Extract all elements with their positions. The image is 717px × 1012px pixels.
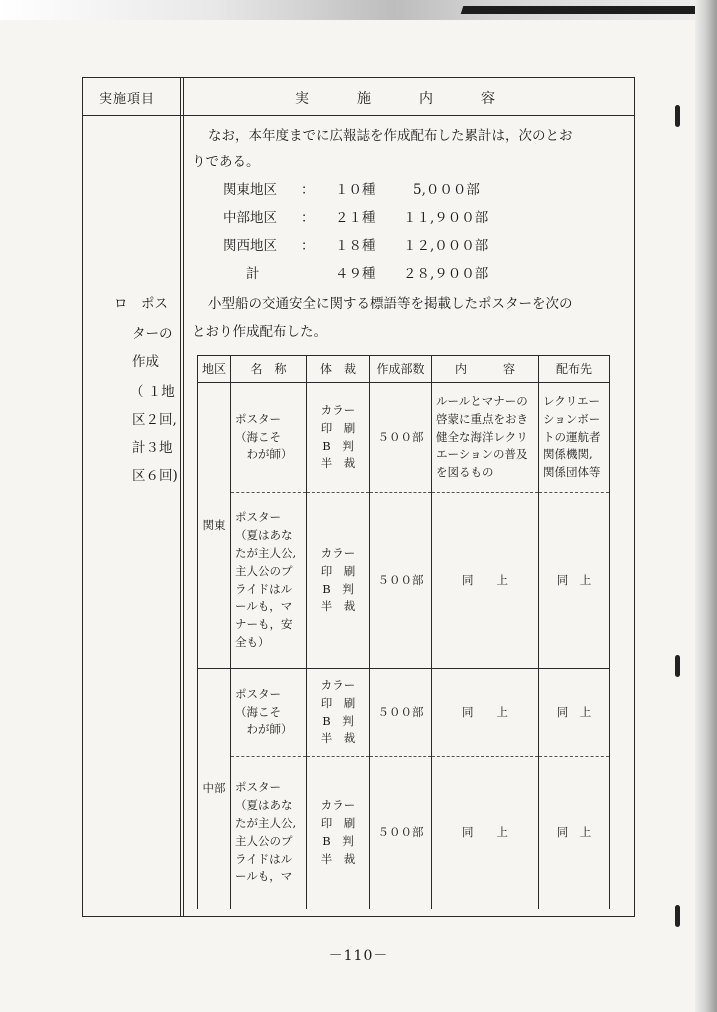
- stat-copies: １２,０００部: [403, 238, 489, 254]
- table-row: [198, 383, 610, 493]
- column-divider: [180, 78, 181, 916]
- item-label-line: 作成: [132, 354, 159, 370]
- poster-content: ルールとマナーの 啓蒙に重点をおき 健全な海洋レクリ エーションの普及 を図るもの: [432, 383, 539, 493]
- stat-copies: 5,０００部: [413, 182, 480, 198]
- stat-kinds: ２１種: [335, 210, 376, 226]
- region-cell: 関東: [198, 383, 231, 669]
- stat-sep: ：: [301, 210, 315, 226]
- region-cell: 中部: [198, 669, 231, 909]
- header-divider: [83, 115, 634, 116]
- poster-intro-line-1: 小型船の交通安全に関する標語等を掲載したポスターを次の: [208, 296, 573, 312]
- header-item-label: 実施項目: [99, 92, 156, 107]
- poster-content: 同 上: [432, 757, 539, 909]
- poster-format: カラー 印 刷 B 判 半 裁: [307, 669, 370, 757]
- stat-copies: ２８,９００部: [403, 266, 489, 282]
- binding-mark: [675, 905, 680, 927]
- binding-mark: [675, 105, 680, 127]
- poster-count: ５００部: [370, 493, 432, 669]
- stat-region: 中部地区: [223, 210, 277, 226]
- table-row: [198, 669, 610, 757]
- col-region: 地区: [198, 356, 231, 383]
- stat-kinds: １０種: [335, 182, 376, 198]
- poster-name: ポスター （夏はあな たが主人公, 主人公のプ ライドはル ールも，マ ナーも，安 全も）: [231, 493, 307, 669]
- poster-count: ５００部: [370, 757, 432, 909]
- item-label-line: ターの: [132, 326, 173, 342]
- poster-intro-line-2: とおり作成配布した。: [192, 324, 327, 340]
- stat-region: 関東地区: [223, 182, 277, 198]
- column-divider: [183, 78, 184, 916]
- item-label-line: 区２回,: [132, 412, 177, 428]
- col-count: 作成部数: [370, 356, 432, 383]
- page-number: －110－: [328, 948, 389, 964]
- poster-content: 同 上: [432, 669, 539, 757]
- poster-destination: 同 上: [539, 493, 610, 669]
- item-label-line: 計３地: [132, 440, 173, 456]
- stat-sep: ：: [301, 238, 315, 254]
- stat-region: 計: [246, 266, 260, 282]
- intro-line-2: りである。: [192, 154, 260, 170]
- stat-kinds: ４９種: [335, 266, 376, 282]
- poster-name: ポスター （海こそ わが師）: [231, 383, 307, 493]
- col-name: 名 称: [231, 356, 307, 383]
- intro-line-1: なお，本年度までに広報誌を作成配布した累計は，次のとお: [208, 128, 573, 144]
- poster-name: ポスター （海こそ わが師）: [231, 669, 307, 757]
- poster-table: [197, 355, 610, 909]
- poster-count: ５００部: [370, 669, 432, 757]
- col-content: 内 容: [432, 356, 539, 383]
- poster-format: カラー 印 刷 B 判 半 裁: [307, 383, 370, 493]
- col-destination: 配布先: [539, 356, 610, 383]
- poster-format: カラー 印 刷 B 判 半 裁: [307, 757, 370, 909]
- poster-count: ５００部: [370, 383, 432, 493]
- poster-table-header: [198, 356, 610, 383]
- poster-destination: 同 上: [539, 757, 610, 909]
- scan-shadow-bar: [461, 6, 704, 14]
- stat-region: 関西地区: [223, 238, 277, 254]
- item-label-line: ロ ポス: [114, 296, 168, 312]
- stat-kinds: １８種: [335, 238, 376, 254]
- header-content-label: 実 施 内 容: [295, 91, 496, 107]
- poster-content: 同 上: [432, 493, 539, 669]
- item-label-line: 区６回): [132, 468, 178, 484]
- stat-copies: １１,９００部: [403, 210, 489, 226]
- table-row: [198, 757, 610, 909]
- poster-format: カラー 印 刷 B 判 半 裁: [307, 493, 370, 669]
- table-row: [198, 493, 610, 669]
- col-format: 体 裁: [307, 356, 370, 383]
- scan-edge-right: [695, 0, 717, 1012]
- stat-sep: ：: [301, 182, 315, 198]
- poster-destination: レクリエー ションボー トの運航者 関係機関, 関係団体等: [539, 383, 610, 493]
- binding-mark: [675, 655, 680, 677]
- poster-name: ポスター （夏はあな たが主人公, 主人公のプ ライドはル ールも，マ: [231, 757, 307, 909]
- poster-destination: 同 上: [539, 669, 610, 757]
- item-label-line: （ １地: [130, 384, 175, 400]
